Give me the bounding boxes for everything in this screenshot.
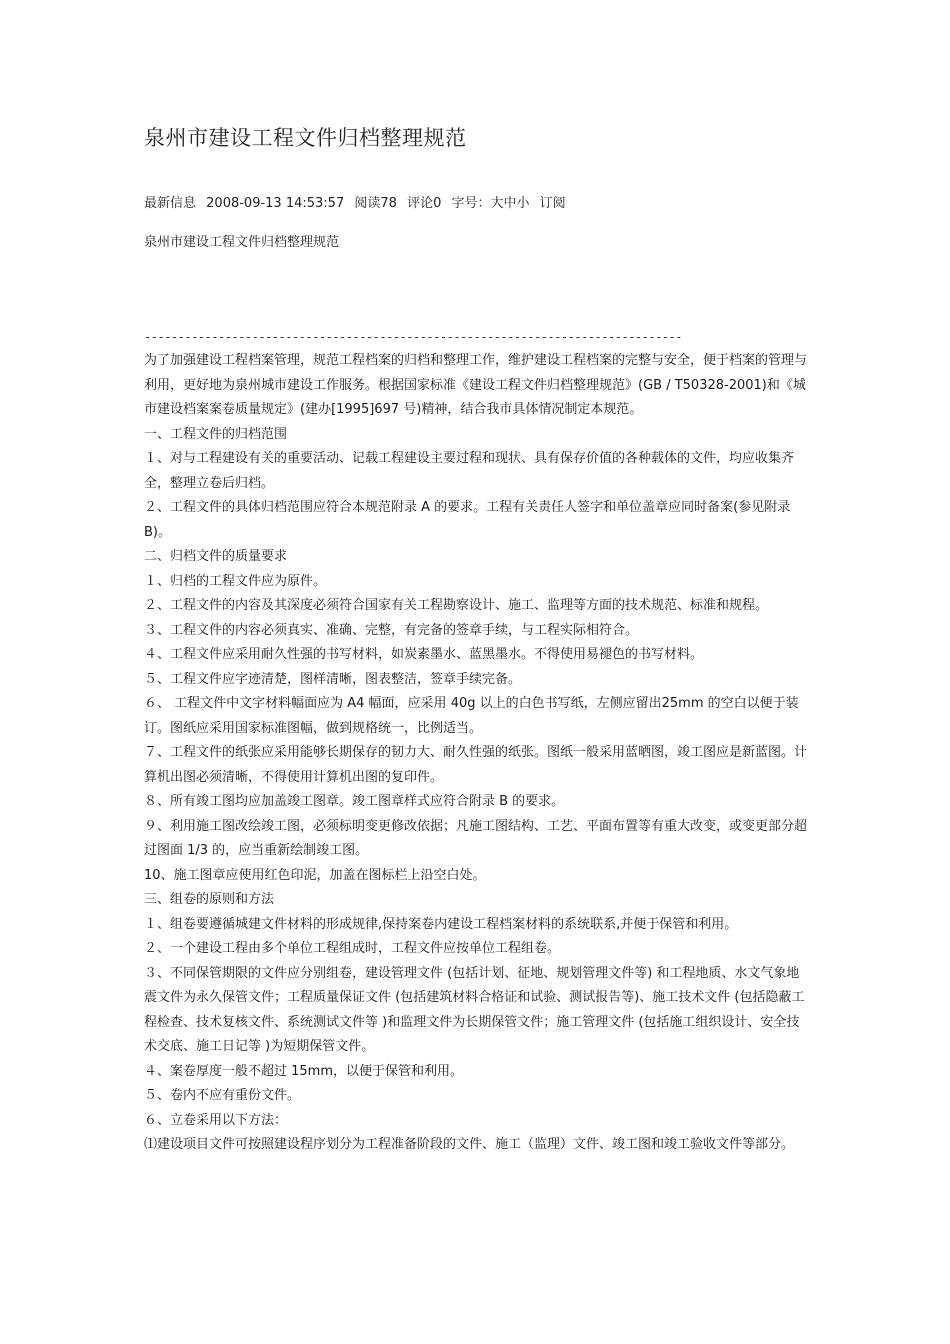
meta-datetime: 2008-09-13 14:53:57 (206, 196, 345, 211)
article-body (144, 349, 810, 1158)
paragraph: 10、施工图章应使用红色印泥，加盖在图标栏上沿空白处。 (144, 867, 486, 883)
paragraph: １、归档的工程文件应为原件。 (144, 573, 327, 589)
paragraph: １、对与工程建设有关的重要活动、记载工程建设主要过程和现状、具有保存价值的各种载体的文件，均应收集齐全，整理立卷后归档。 (144, 451, 795, 491)
paragraph: ５、卷内不应有重份文件。 (144, 1088, 301, 1103)
paragraph: ４、案卷厚度一般不超过 15mm，以便于保管和利用。 (144, 1063, 464, 1079)
paragraph: ２、工程文件的具体归档范围应符合本规范附录 A 的要求。工程有关责任人签字和单位盖章应同时备案(参见附录 B)。 (144, 500, 791, 540)
paragraph: ６、立卷采用以下方法： (144, 1112, 288, 1128)
article-subtitle: 泉州市建设工程文件归档整理规范 (144, 235, 340, 250)
meta-category: 最新信息 (144, 196, 197, 211)
paragraph: ２、工程文件的内容及其深度必须符合国家有关工程勘察设计、施工、监理等方面的技术规范、标准和规程。 (144, 598, 769, 613)
paragraph: １、组卷要遵循城建文件材料的形成规律,保持案卷内建设工程档案材料的系统联系,并便于保管和利用。 (144, 916, 738, 932)
page-title: 泉州市建设工程文件归档整理规范 (144, 126, 467, 150)
meta-reads: 阅读78 (354, 196, 397, 211)
section-heading: 二、归档文件的质量要求 (144, 549, 288, 564)
paragraph: ４、工程文件应采用耐久性强的书写材料，如炭素墨水、蓝黑墨水。不得使用易褪色的书写材料。 (144, 647, 704, 662)
meta-font-size[interactable]: 字号：大中小 (451, 196, 530, 211)
section-heading: 三、组卷的原则和方法 (144, 892, 275, 907)
paragraph: 为了加强建设工程档案管理，规范工程档案的归档和整理工作，维护建设工程档案的完整与安全，便于档案的管理与利用，更好地为泉州城市建设工作服务。根据国家标准《建设工程文件归档整理规范》(GB / T50328-2001)和《城市建设档案案卷质量规定》(建办[1995]697 号)精神，结合我市具体情况制定本规范。 (144, 353, 808, 417)
section-heading: 一、工程文件的归档范围 (144, 426, 288, 442)
paragraph: ７、工程文件的纸张应采用能够长期保存的韧力大、耐久性强的纸张。图纸一般采用蓝晒图，竣工图应是新蓝图。计算机出图必须清晰，不得使用计算机出图的复印件。 (144, 745, 808, 785)
divider-line: -------------------------------------------------------------------------------- (144, 330, 682, 344)
meta-subscribe[interactable]: 订阅 (539, 196, 566, 211)
meta-comments: 评论0 (407, 196, 442, 211)
paragraph: ６、 工程文件中文字材料幅面应为 A4 幅面，应采用 40g 以上的白色书写纸，左侧应留出25mm 的空白以便于装订。图纸应采用国家标准图幅，做到规格统一，比例适当。 (144, 696, 799, 736)
paragraph: ⑴建设项目文件可按照建设程序划分为工程准备阶段的文件、施工（监理）文件、竣工图和竣工验收文件等部分。 (144, 1137, 795, 1152)
paragraph: ９、利用施工图改绘竣工图，必须标明变更修改依据；凡施工图结构、工艺、平面布置等有重大改变，或变更部分超过图面 1/3 的，应当重新绘制竣工图。 (144, 818, 808, 858)
paragraph: ３、不同保管期限的文件应分别组卷，建设管理文件 (包括计划、征地、规划管理文件等) 和工程地质、水文气象地震文件为永久保管文件；工程质量保证文件 (包括建筑材料合格证和试验、测试报告等)、施工技术文件 (包括隐蔽工程检查、技术复核文件、系统测试文件等 )和监理文件为长期保管文件；施工管理文件 (包括施工组织设计、安全技术交底、施工日记等 )为短期保管文件。 (144, 965, 805, 1054)
paragraph: ５、工程文件应字迹清楚，图样清晰，图表整洁，签章手续完备。 (144, 671, 522, 687)
article-meta (144, 192, 572, 211)
paragraph: ３、工程文件的内容必须真实、准确、完整，有完备的签章手续，与工程实际相符合。 (144, 622, 639, 638)
paragraph: ２、一个建设工程由多个单位工程组成时，工程文件应按单位工程组卷。 (144, 941, 561, 956)
paragraph: ８、所有竣工图均应加盖竣工图章。竣工图章样式应符合附录 B 的要求。 (144, 794, 565, 809)
